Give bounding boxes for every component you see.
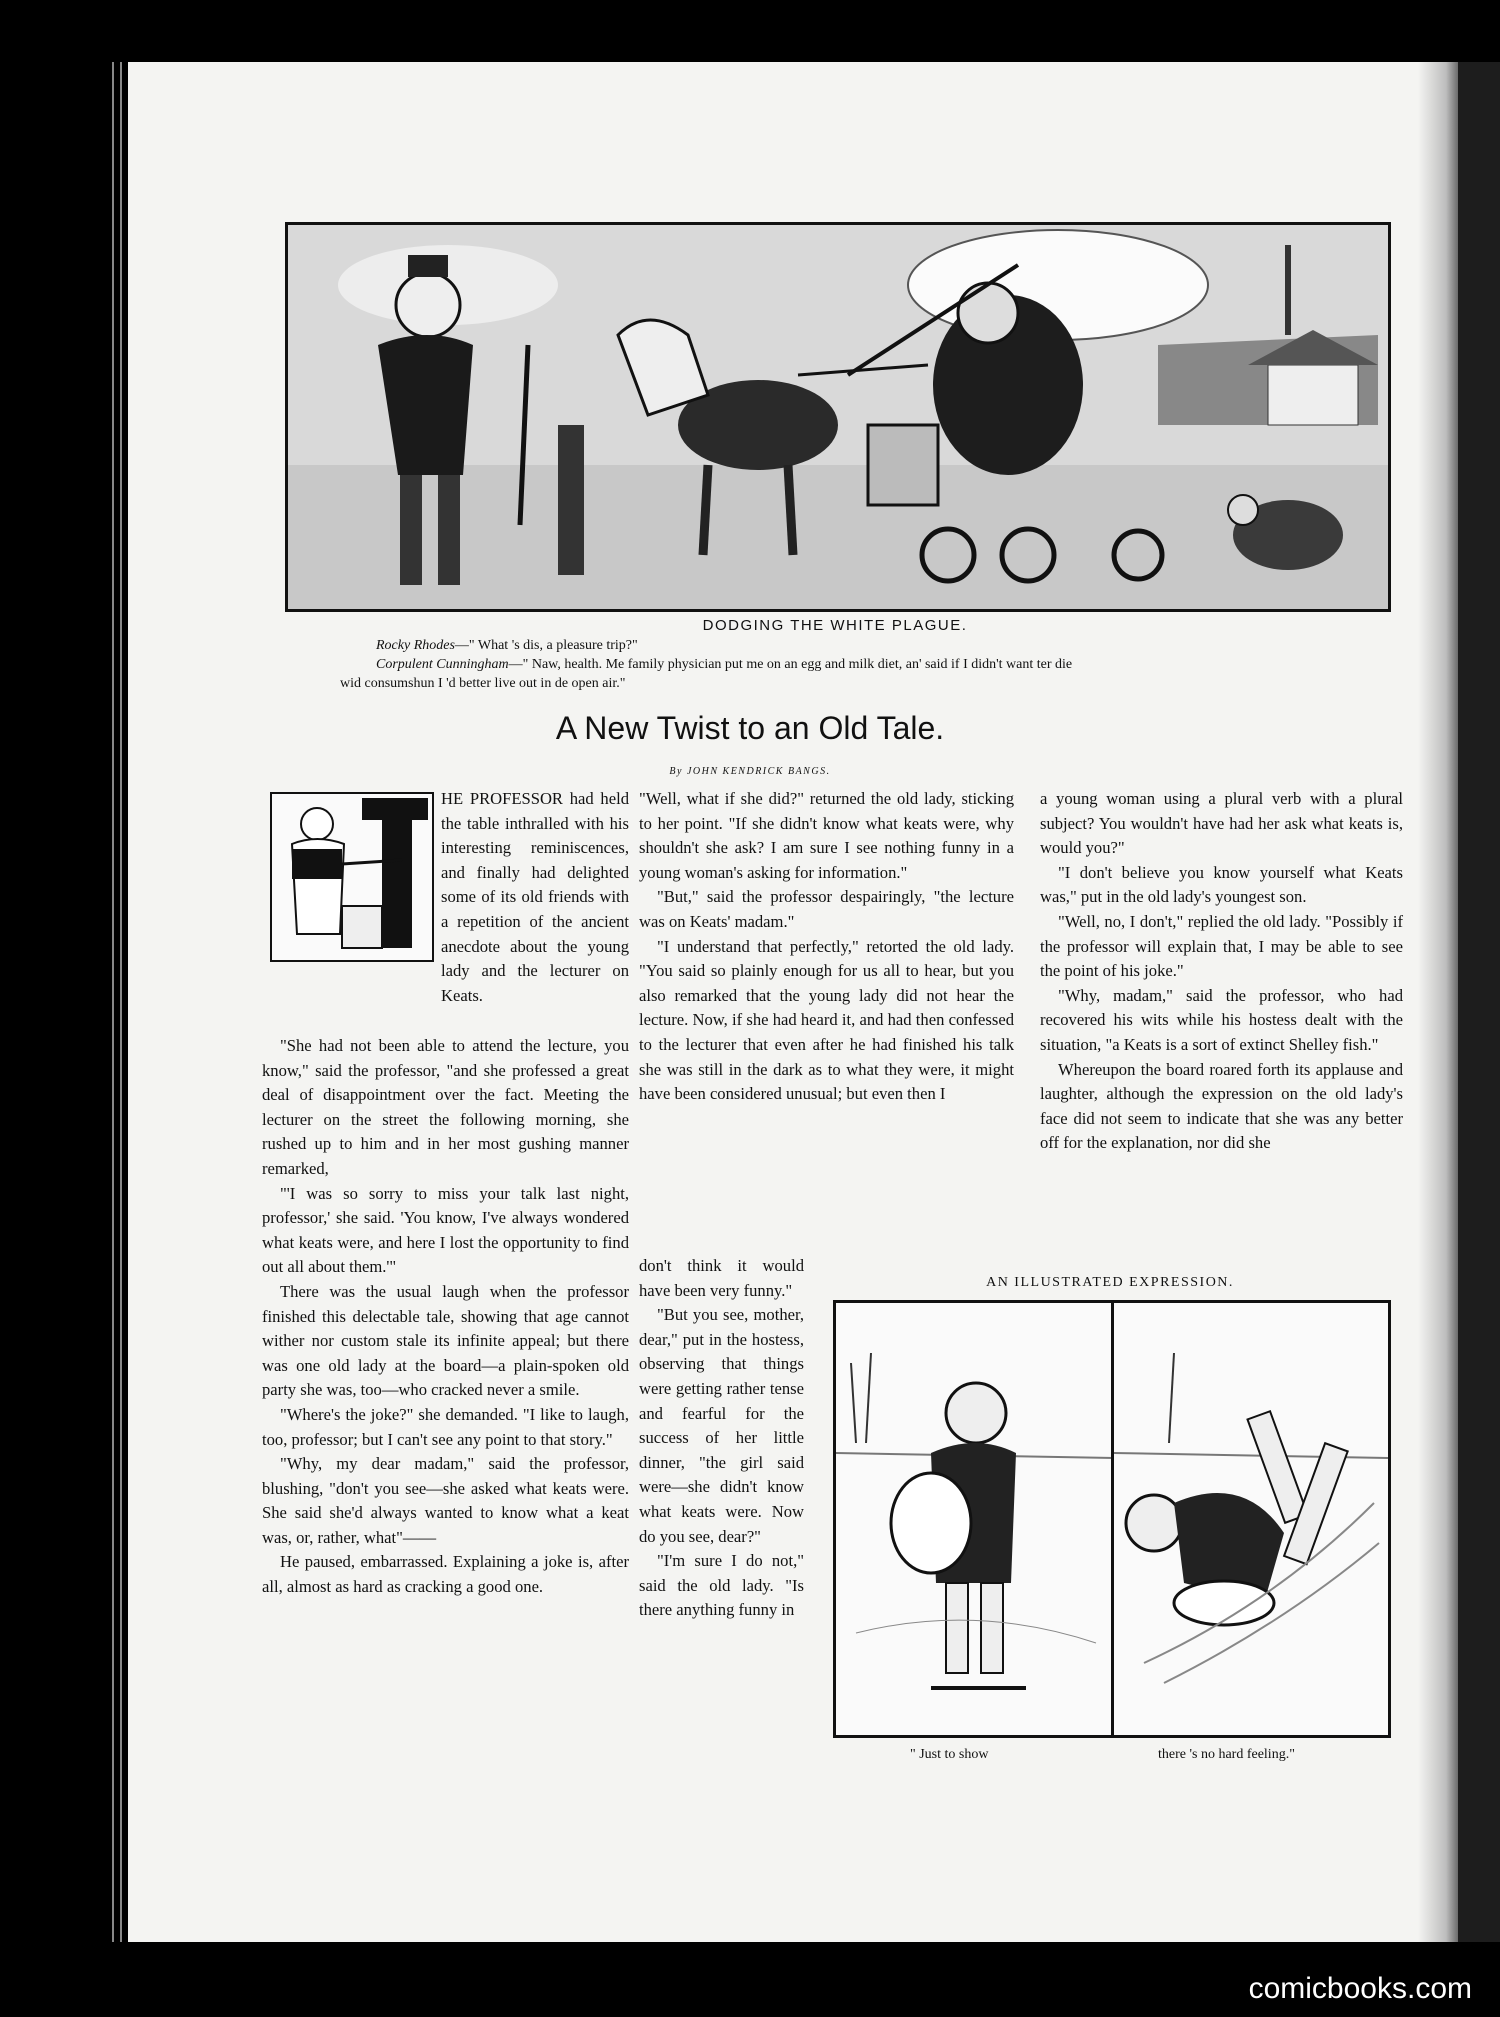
article-paragraph: don't think it would have been very funny.": [639, 1256, 804, 1300]
cartoon-illustration: [285, 222, 1391, 612]
drop-cap-illustration: [270, 792, 434, 962]
article-paragraph: "'I was so sorry to miss your talk last night, professor,' she said. 'You know, I've always wondered what keats were, and here I lost the opportunity to find out all about them.'": [262, 1183, 629, 1277]
cartoon-caption-line-2: Corpulent Cunningham—" Naw, health. Me family physician put me on an egg and milk diet, an' said if I didn't want ter die: [376, 657, 1073, 672]
article-column-1: [262, 1034, 629, 1600]
skater-panel-right: [1111, 1300, 1391, 1738]
article-paragraph: "But," said the professor despairingly, "the lecture was on Keats' madam.": [639, 887, 1014, 931]
binding-shadow: [1418, 62, 1458, 1942]
article-column-2: [639, 787, 1014, 1107]
article-intro-paragraph: HE PROFESSOR had held the table inthralled with his interesting reminiscences, and finally had delighted some of its old friends with a repetition of the ancient anecdote about the young lady and the lecturer on Keats.: [441, 789, 629, 1005]
article-paragraph: Whereupon the board roared forth its applause and laughter, although the expression on the old lady's face did not seem to indicate that she was any better off for the explanation, nor did she: [1040, 1059, 1403, 1153]
article-paragraph: "I understand that perfectly," retorted the old lady. "You said so plainly enough for us all to hear, but you also remarked that the young lady did not hear the lecture. Now, if she had heard it, and had then confessed to the lecturer that even after he had finished his talk she was still in the dark as to what they were, it might have been considered unusual; but even then I: [639, 936, 1014, 1104]
speaker-name: Rocky Rhodes: [376, 638, 455, 653]
article-column-3: [1040, 787, 1403, 1156]
article-paragraph: "Well, what if she did?" returned the old lady, sticking to her point. "If she didn't know what keats were, why shouldn't she ask? I am sure I see nothing funny in a young woman's asking for information.": [639, 789, 1014, 882]
article-paragraph: a young woman using a plural verb with a plural subject? You wouldn't have had her ask what keats is, would you?": [1040, 789, 1403, 858]
article-column-2-narrow: [639, 1254, 804, 1623]
article-title: A New Twist to an Old Tale.: [555, 710, 945, 746]
article-paragraph: "I'm sure I do not," said the old lady. "Is there anything funny in: [639, 1551, 804, 1620]
page-edge: [120, 62, 122, 1942]
article-paragraph: "Why, my dear madam," said the professor, blushing, "don't you see—she asked what keats were. She said she'd always wanted to know what a keat was, or, rather, what"——: [262, 1454, 629, 1547]
article-paragraph: He paused, embarrassed. Explaining a joke is, after all, almost as hard as cracking a good one.: [262, 1552, 629, 1597]
article-paragraph: "Why, madam," said the professor, who had recovered his wits while his hostess dealt with the situation, "a Keats is a sort of extinct Shelley fish.": [1040, 985, 1403, 1054]
skater-panel-left: [833, 1300, 1117, 1738]
article-paragraph: "Where's the joke?" she demanded. "I like to laugh, too, professor; but I can't see any point to that story.": [262, 1404, 629, 1449]
article-paragraph: "But you see, mother, dear," put in the hostess, observing that things were getting rather tense and fearful for the success of her little dinner, "the girl said were—she didn't know what keats were. Now do you see, dear?": [639, 1305, 804, 1546]
watermark: comicbooks.com: [1248, 1972, 1472, 2005]
illustration-title: AN ILLUSTRATED EXPRESSION.: [986, 1275, 1234, 1290]
speaker-name: Corpulent Cunningham: [376, 657, 509, 672]
page-edge: [112, 62, 114, 1942]
article-paragraph: "Well, no, I don't," replied the old lady. "Possibly if the professor will explain that, I may be able to see the point of his joke.": [1040, 911, 1403, 981]
article-paragraph: "I don't believe you know yourself what Keats was," put in the old lady's youngest son.: [1040, 862, 1403, 907]
cartoon-title: DODGING THE WHITE PLAGUE.: [702, 617, 968, 634]
article-byline: By JOHN KENDRICK BANGS.: [669, 766, 831, 777]
article-paragraph: There was the usual laugh when the professor finished this delectable tale, showing that age cannot wither nor custom stale its infinite appeal; but there was one old lady at the board—a plain-spoken old party she was, too—who cracked never a smile.: [262, 1281, 629, 1400]
illustration-caption-right: there 's no hard feeling.": [1158, 1747, 1295, 1762]
article-paragraph: "She had not been able to attend the lecture, you know," said the professor, "and she professed a great deal of disappointment over the fact. Meeting the lecturer on the street the following morning, she rushed up to him and in her most gushing manner remarked,: [262, 1036, 629, 1178]
cartoon-caption-line-3: wid consumshun I 'd better live out in de open air.": [340, 676, 626, 691]
article-column-1-intro: [441, 787, 629, 1008]
illustration-caption-left: " Just to show: [910, 1747, 989, 1762]
facing-page: [1458, 62, 1500, 1942]
cartoon-caption-line-1: Rocky Rhodes—" What 's dis, a pleasure trip?": [376, 638, 638, 653]
